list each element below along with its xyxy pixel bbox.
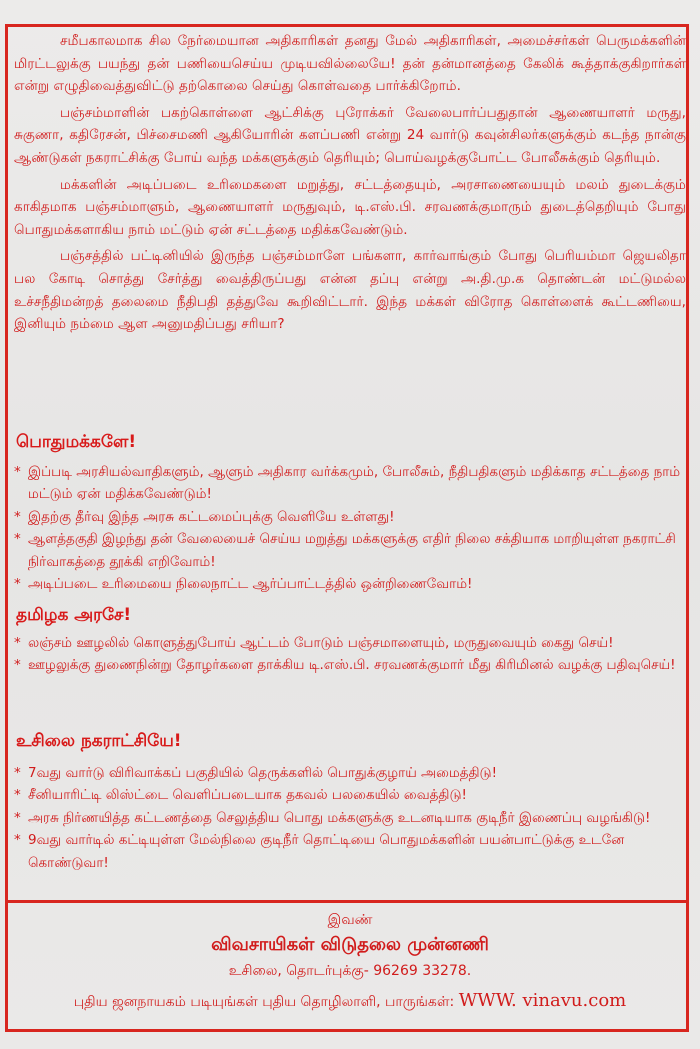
list-item: * ஊழலுக்கு துணைநின்று தோழர்களை தாக்கிய டி.எஸ்.பி. சரவணக்குமார் மீது கிரிமினல் வழக்கு பதிவுசெய்! (14, 657, 676, 674)
section-heading-government: தமிழக அரசே! (16, 605, 132, 625)
paragraph-1: சமீபகாலமாக சில நேர்மையான அதிகாரிகள் தனது மேல் அதிகாரிகள், அமைச்சர்கள் பெருமக்களின் மிரட்டலுக்கு பயந்து தன் பணியைசெய்ய முடியவில்லையே! தன் தன்மானத்தை கேலிக் கூத்தாக்குகிறார்கள் என்று எழுதிவைத்துவிட்டு தற்கொலை செய்து கொள்வதை பார்க்கிறோம். (14, 33, 686, 95)
list-item: * சீனியாரிட்டி லிஸ்ட்டை வெளிப்படையாக தகவல் பலகையில் வைத்திடு! (14, 787, 467, 804)
contact-line: உசிலை, தொடர்புக்கு- 96269 33278. (228, 963, 472, 979)
paragraph-3: மக்களின் அடிப்படை உரிமைகளை மறுத்து, சட்டத்தையும், அரசாணையையும் மலம் துடைக்கும் காகிதமாக பஞ்சம்மாளும், ஆணையாளர் மருதுவும், டி.எஸ்.பி. சரவணக்குமாரும் துடைத்தெறியும் போது பொதுமக்களாகிய நாம் மட்டும் ஏன் சட்டத்தை மதிக்கவேண்டும். (14, 176, 686, 238)
paragraph-4: பஞ்சத்தில் பட்டினியில் இருந்த பஞ்சம்மாளே பங்களா, கார்வாங்கும் போது பெரியம்மா ஜெயலிதா பல கோடி சொத்து சேர்த்து வைத்திருப்பது என்ன தப்பு என்று அ.தி.மு.க தொண்டன் மட்டுமல்ல உச்சநீதிமன்றத் தலைமை நீதிபதி தத்துவே கூறிவிட்டார். இந்த மக்கள் விரோத கொள்ளைக் கூட்டணியை, இனியும் நம்மை ஆள அனுமதிப்பது சரியா? (14, 248, 686, 333)
section-list-government (14, 632, 686, 677)
list-item: * இப்படி அரசியல்வாதிகளும், ஆளும் அதிகார வர்க்கமும், போலீசும், நீதிபதிகளும் மதிக்காத சட்டத்தை நாம் மட்டும் ஏன் மதிக்கவேண்டும்! (14, 464, 681, 503)
paragraph-2: பஞ்சம்மாளின் பகற்கொள்ளை ஆட்சிக்கு புரோக்கர் வேலைபார்ப்பதுதான் ஆணையாளர் மருது, சுகுணா, கதிரேசன், பிச்சைமணி ஆகியோரின் களப்பணி என்று 24 வார்டு கவுன்சிலர்களுக்கும் கடந்த நான்கு ஆண்டுகள் நகராட்சிக்கு போய் வந்த மக்களுக்கும் தெரியும்; பொய்வழக்குபோட்ட போலீசுக்கும் தெரியும். (14, 104, 686, 166)
section-list-public (14, 461, 686, 595)
list-item: * ஆளத்தகுதி இழந்து தன் வேலையைச் செய்ய மறுத்து மக்களுக்கு எதிர் நிலை சக்தியாக மாறியுள்ள நகராட்சி நிர்வாகத்தை தூக்கி எறிவோம்! (14, 531, 676, 570)
organization-name: விவசாயிகள் விடுதலை முன்னணி (211, 934, 489, 955)
section-heading-public: பொதுமக்களே! (16, 432, 137, 452)
footer-divider (6, 900, 688, 903)
list-item: * 9வது வார்டில் கட்டியுள்ள மேல்நிலை குடிநீர் தொட்டியை பொதுமக்களின் பயன்பாட்டுக்கு உடனே கொண்டுவா! (14, 832, 625, 871)
section-heading-municipality: உசிலை நகராட்சியே! (16, 731, 182, 751)
promo-line (0, 990, 700, 1012)
read-line-text: புதிய ஜனநாயகம் படியுங்கள் புதிய தொழிலாளி, பாருங்கள்: (73, 994, 455, 1010)
issued-by: இவண் (327, 912, 373, 928)
list-item: * 7வது வார்டு விரிவாக்கப் பகுதியில் தெருக்களில் பொதுக்குழாய் அமைத்திடு! (14, 765, 498, 781)
website-link[interactable]: WWW. vinavu.com (458, 990, 627, 1011)
list-item: * அடிப்படை உரிமையை நிலைநாட்ட ஆர்ப்பாட்டத்தில் ஒன்றிணைவோம்! (14, 576, 473, 593)
list-item: * இதற்கு தீர்வு இந்த அரசு கட்டமைப்புக்கு வெளியே உள்ளது! (14, 508, 395, 525)
list-item: * லஞ்சம் ஊழலில் கொளுத்துபோய் ஆட்டம் போடும் பஞ்சமாளையும், மருதுவையும் கைது செய்! (14, 635, 614, 651)
section-list-municipality (14, 762, 686, 874)
list-item: * அரசு நிர்ணயித்த கட்டணத்தை செலுத்திய பொது மக்களுக்கு உடனடியாக குடிநீர் இணைப்பு வழங்கிடு! (14, 809, 651, 826)
intro-paragraphs (14, 30, 686, 340)
